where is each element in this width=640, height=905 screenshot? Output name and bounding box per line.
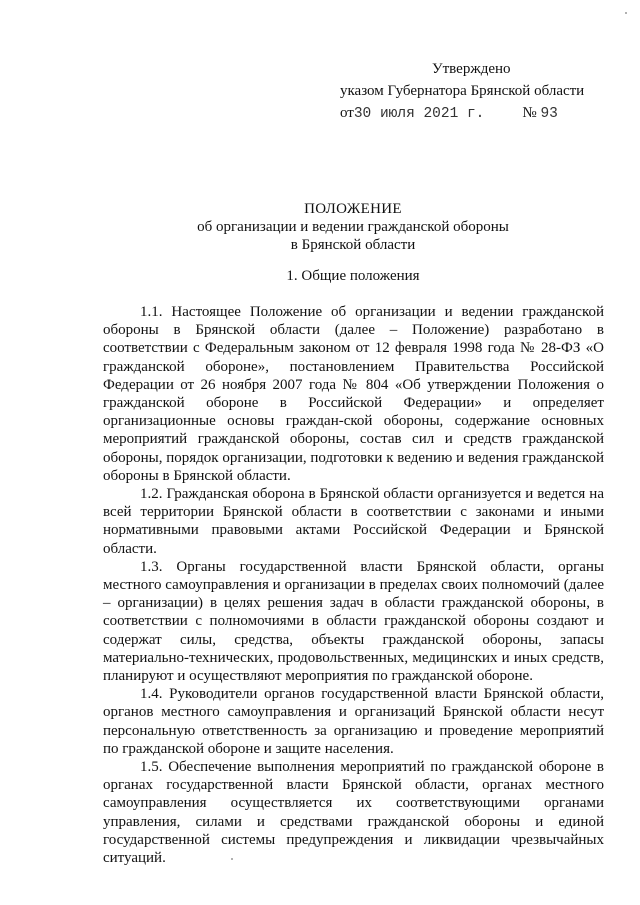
paragraph-1-3: 1.3. Органы государственной власти Брянской области, органы местного самоуправления и организации в пределах своих полномочий (далее – организации) в целях решения задач в области гражданской обороны, в соответствии с полномочиями в области гражданской обороны создают и содержат силы, средства, объекты гражданской обороны, запасы материально-технических, продовольственных, медицинских и иных средств, планируют и осуществляют мероприятия по гражданской обороне. <box>103 558 604 685</box>
approval-number-label: № <box>522 105 537 121</box>
document-title <box>103 200 603 254</box>
paragraph-1-4: 1.4. Руководители органов государственной власти Брянской области, органов местного самоуправления и организаций Брянской области несут персональную ответственность за организацию и проведение мероприятий по гражданской обороне и защите населения. <box>103 686 604 757</box>
document-body <box>103 303 604 867</box>
approval-from-prefix: от <box>340 105 354 121</box>
paragraph-1-1: 1.1. Настоящее Положение об организации и ведении гражданской обороны в Брянской области (далее – Положение) разработано в соответствии с Федеральным законом от 12 февраля 1998 года № 28-ФЗ «О гражданской обороне», постановлением Правительства Российской Федерации от 26 ноября 2007 года № 804 «Об утверждении Положения о гражданской обороне в Российской Федерации» и определяет организационные основы граждан-ской обороны, содержание основных мероприятий гражданской обороны, состав сил и средств гражданской обороны, порядок организации, подготовки к ведению и ведения гражданской обороны в Брянской области. <box>103 304 604 484</box>
approval-block <box>340 58 610 125</box>
approval-number: 93 <box>540 106 558 122</box>
paragraph-1-5: 1.5. Обеспечение выполнения мероприятий по гражданской обороне в органах государственной власти Брянской области, органах местного самоуправления осуществляется их соответствующими органами управления, силами и средствами гражданской обороны и единой государственной системы предупреждения и ликвидации чрезвычайных ситуаций. <box>103 759 604 867</box>
approval-date: 30 июля 2021 г. <box>353 106 485 122</box>
section-heading: 1. Общие положения <box>286 268 420 284</box>
document-subtitle-1: об организации и ведении гражданской обороны <box>197 219 509 235</box>
paragraph-1-2: 1.2. Гражданская оборона в Брянской области организуется и ведется на всей территории Брянской области в соответствии с законами и иными нормативными правовыми актами Российской Федерации и Брянской области. <box>103 486 604 557</box>
approval-authority: указом Губернатора Брянской области <box>340 83 585 99</box>
scan-speck <box>625 12 627 14</box>
approval-date-line <box>340 102 610 125</box>
scan-speck <box>231 858 233 860</box>
approval-title: Утверждено <box>432 61 511 77</box>
document-subtitle-2: в Брянской области <box>290 237 416 253</box>
document-heading: ПОЛОЖЕНИЕ <box>304 201 402 217</box>
